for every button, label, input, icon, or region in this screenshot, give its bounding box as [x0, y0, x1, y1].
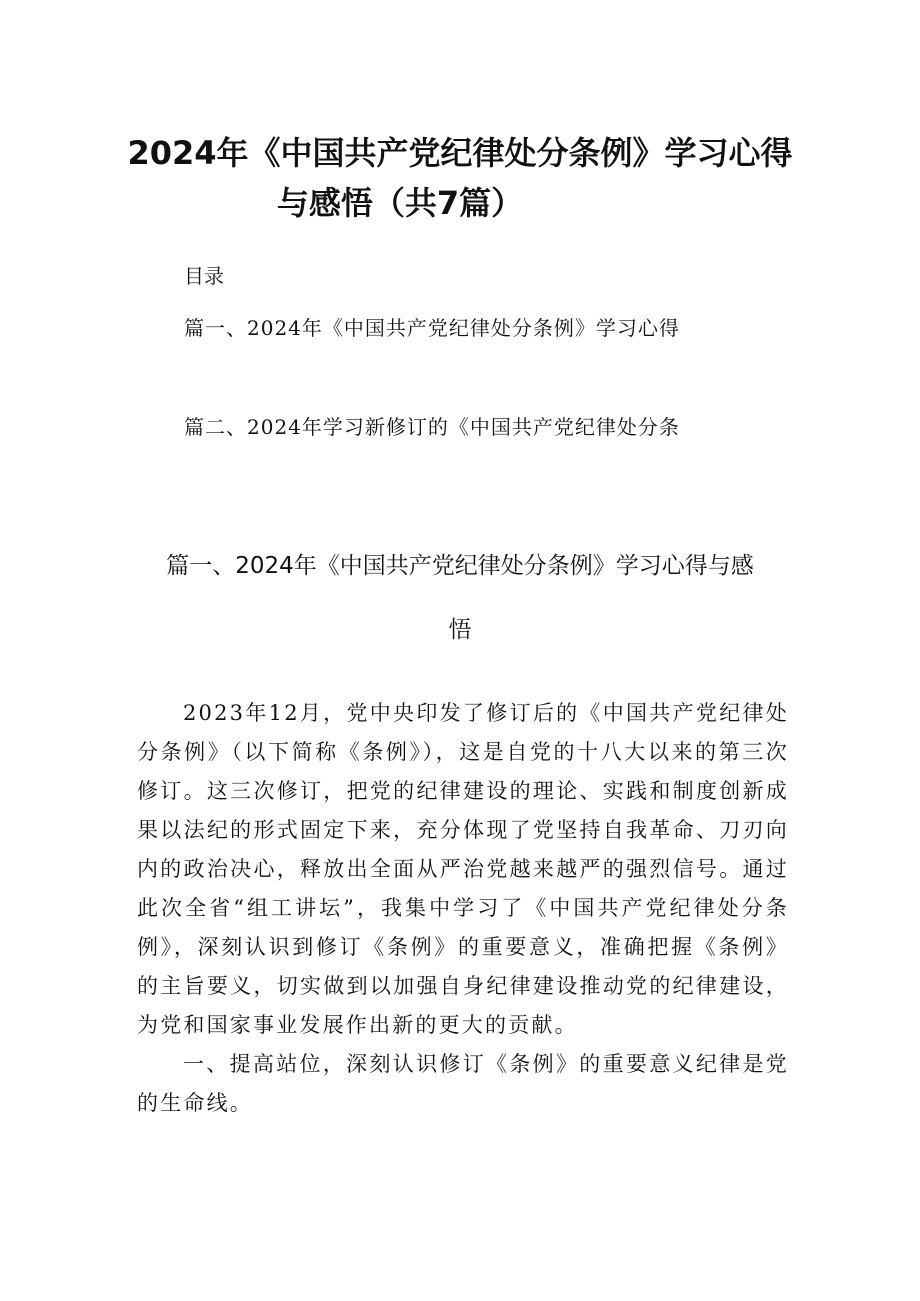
document-title-line1: 2024年《中国共产党纪律处分条例》学习心得 — [127, 134, 793, 172]
document-title-line2: 与感悟（共7篇） — [276, 184, 524, 222]
body-paragraph: 2023年12月，党中央印发了修订后的《中国共产党纪律处分条例》（以下简称《条例》），这是自党的十八大以来的第三次修订。这三次修订，把党的纪律建设的理论、实践和制度创新成果以法纪的形式固定下来，充分体现了党坚持自我革命、刀刃向内的政治决心，释放出全面从严治党越来越严的强烈信号。通过此次全省“组工讲坛”，我集中学习了《中国共产党纪律处分条例》，深刻认识到修订《条例》的重要意义，准确把握《条例》的主旨要义，切实做到以加强自身纪律建设推动党的纪律建设，为党和国家事业发展作出新的更大的贡献。 — [137, 701, 789, 1037]
section-body — [137, 694, 789, 1123]
body-paragraph: 一、提高站位，深刻认识修订《条例》的重要意义纪律是党的生命线。 — [137, 1052, 789, 1115]
toc-heading: 目录 — [184, 264, 224, 288]
section-title — [130, 534, 790, 662]
document-title — [120, 128, 800, 228]
toc-item[interactable]: 篇二、2024年学习新修订的《中国共产党纪律处分条 — [184, 415, 680, 439]
section-title-line2: 悟 — [448, 617, 472, 643]
section-title-line1: 篇一、2024年《中国共产党纪律处分条例》学习心得与感 — [166, 553, 754, 579]
toc-item[interactable]: 篇一、2024年《中国共产党纪律处分条例》学习心得 — [184, 316, 680, 340]
